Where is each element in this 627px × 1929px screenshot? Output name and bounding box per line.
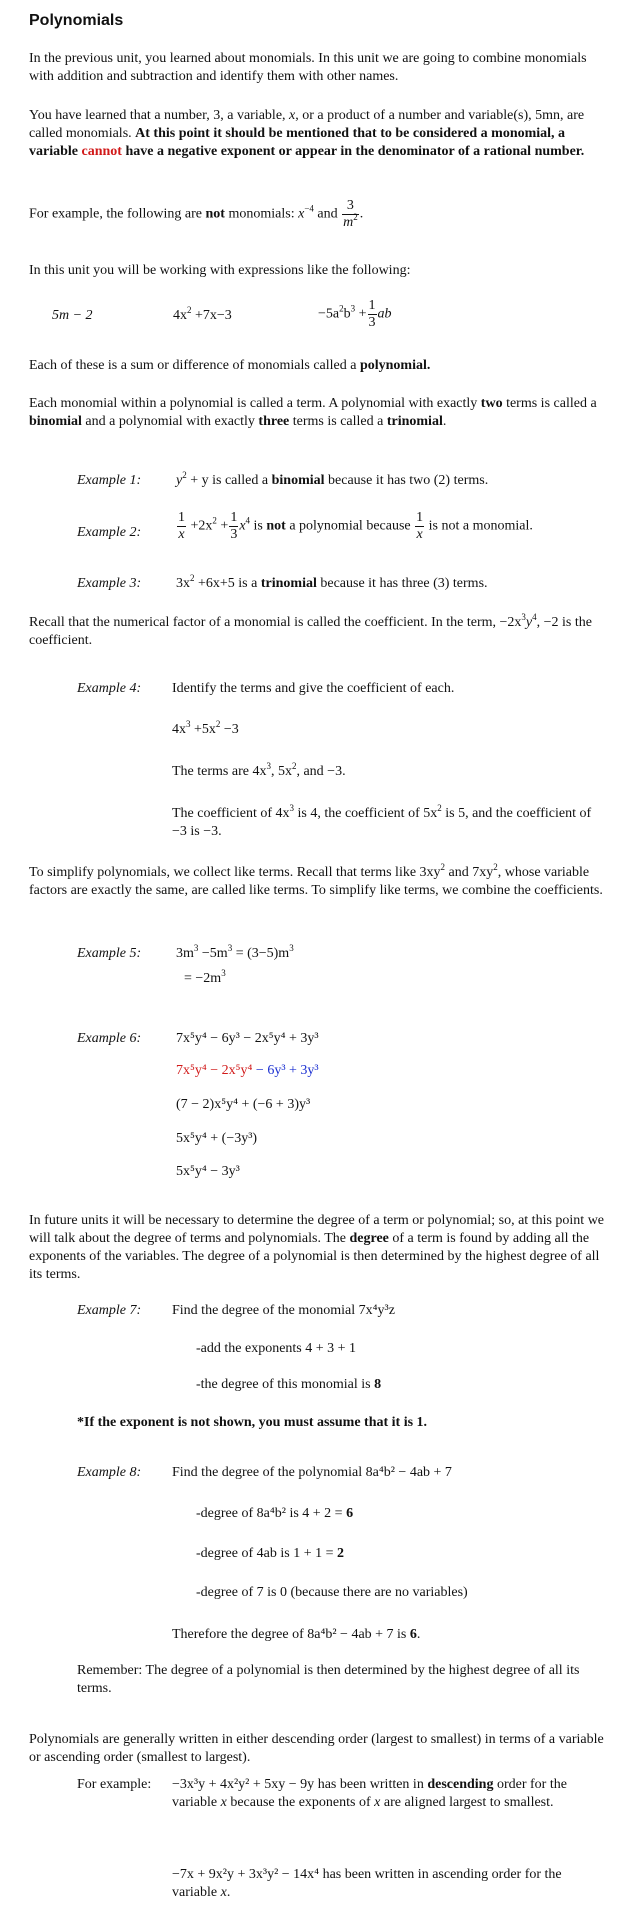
for-example-1: [172, 1776, 602, 1812]
p3-frac-den: m: [343, 215, 354, 230]
ex8-l5-e: .: [416, 1627, 421, 1642]
p3-text-b: monomials:: [224, 206, 299, 222]
ex2-frac1-den: x: [178, 527, 185, 542]
example-6-label: Example 6:: [77, 1031, 142, 1046]
p2-cannot: cannot: [81, 144, 122, 159]
p2-bold-a: At this point it should be mentioned that to be considered a monomial, a variable: [29, 126, 566, 159]
p6-trinomial: trinomial: [386, 414, 443, 429]
like-b: 3xy: [419, 865, 441, 880]
like-terms-paragraph: To simplify polynomials, we collect like terms. Recall that terms like $3xy^2$ and $7xy^2$, whose variable factors are exactly the same, are called like terms. To simplify like terms, we combine the coefficients.: [29, 862, 603, 898]
p3-frac-num: 3: [342, 198, 359, 215]
ex1-y: y: [176, 473, 183, 488]
ex2-frac1-num: 1: [178, 510, 185, 525]
ex4-l3-d: , and −3.: [296, 764, 346, 779]
for-example-label: For example:: [77, 1777, 152, 1792]
ex1-plus-y: + y: [186, 473, 209, 488]
fe2-a: has been written in ascending order for the variable: [172, 1867, 562, 1900]
ex8-l5-b: 8a⁴b² − 4ab + 7: [307, 1627, 394, 1642]
ex5-l1-c: = (3−5)m: [232, 946, 290, 961]
example-8-line-4: -degree of 7 is 0 (because there are no variables): [196, 1585, 468, 1600]
ex4-l4-d: 5x: [423, 806, 438, 821]
ex8-l1-a: Find the degree of the polynomial: [172, 1465, 366, 1480]
p6-a: Each monomial within a polynomial is called a term. A polynomial with exactly: [29, 396, 481, 411]
ex7-l3-a: -the degree of this monomial is: [196, 1377, 375, 1392]
p6-two: two: [480, 396, 503, 411]
ex1-text-a: is called a: [208, 473, 272, 488]
ex3-trinomial: trinomial: [260, 576, 317, 591]
example-3-label: Example 3:: [77, 576, 142, 591]
example-5-label: Example 5:: [77, 946, 142, 961]
p3-exp: −4: [304, 203, 314, 214]
p3-frac-den-exp: 2: [353, 212, 358, 222]
like-a: To simplify polynomials, we collect like terms. Recall that terms like: [29, 865, 420, 880]
p6-b: terms is called a: [502, 396, 597, 411]
expr1-text: 5m − 2: [52, 308, 93, 323]
ex3-math: 3x: [176, 576, 190, 591]
example-2-label: Example 2:: [77, 525, 142, 540]
p5-a: Each of these is a sum or difference of monomials called a: [29, 358, 360, 373]
expr2-b: +7x−3: [191, 308, 232, 323]
degree-paragraph: [29, 1212, 614, 1284]
example-5-line-2: = $-2m^3$: [184, 968, 226, 986]
example-4-line-2: $4x^3 +5x^2 -3$: [172, 719, 239, 737]
example-1-content: $y^2 + y$ is called a binomial because it has two (2) terms.: [176, 470, 489, 488]
ex8-l5-c: is: [393, 1627, 410, 1642]
ex4-l4-a: The coefficient of: [172, 806, 276, 821]
ex2-text-b: a polynomial because: [285, 518, 415, 534]
ex3-text-b: because it has three (3) terms.: [316, 576, 488, 591]
ex1-binomial: binomial: [271, 473, 325, 488]
like-c: and: [445, 865, 473, 880]
fe2-b: .: [226, 1885, 231, 1900]
intro-paragraph-6: [29, 395, 614, 431]
p3-text-a: For example, the following are: [29, 206, 206, 222]
example-6-line-1: 7x⁵y⁴ − 6y³ − 2x⁵y⁴ + 3y³: [176, 1031, 319, 1046]
deg-bold: degree: [349, 1231, 389, 1246]
page-title: Polynomials: [29, 12, 124, 29]
example-4-line-3: The terms are $4x^3$, $5x^2$, and −3.: [172, 761, 346, 779]
fe1-descending: descending: [427, 1777, 494, 1792]
fe1-math: −3x³y + 4x²y² + 5xy − 9y: [172, 1777, 315, 1792]
p2-var-x: x: [289, 108, 296, 123]
ex4-l3-b: 4x: [252, 764, 267, 779]
ex4-l4-b: 4x: [275, 806, 290, 821]
p2-text-b: , or a product of a number and variable(s), 5mn, are called monomials.: [29, 108, 585, 141]
exponent-note: [77, 1414, 427, 1432]
ex8-l3-c: is 1 + 1 =: [276, 1546, 337, 1561]
ex5-l1-a: 3m: [176, 946, 194, 961]
fe1-d: are aligned largest to smallest.: [380, 1795, 554, 1810]
p6-three: three: [258, 414, 290, 429]
ex4-l4-e: is 5, and the coefficient of −3 is −3.: [172, 806, 592, 839]
ex8-l5-d: 6: [409, 1627, 417, 1642]
example-2-content: $\frac{1}{x} +2x^2$ + $\frac{1}{3}$ $x^4$ is not a polynomial because $\frac{1}{x}$ is not a monomial.: [178, 510, 533, 542]
ex5-l2-a: = −2m: [184, 971, 222, 986]
ex2-text-a: is: [250, 518, 267, 534]
intro-paragraph-1: In the previous unit, you learned about monomials. In this unit we are going to combine monomials with addition and subtraction and identify them with other names.: [29, 51, 587, 84]
example-4-line-4: The coefficient of $4x^3$ is 4, the coefficient of $5x^2$ is 5, and the coefficient of −3 is −3.: [172, 803, 592, 839]
for-example-2: [172, 1866, 602, 1902]
example-6-line-4: 5x⁵y⁴ + (−3y³): [176, 1131, 258, 1146]
coef-b: −2x: [499, 615, 522, 630]
ex1-text-b: because it has two (2) terms.: [324, 473, 489, 488]
ex6-red-terms: 7x⁵y⁴ − 2x⁵y⁴: [176, 1063, 253, 1078]
ex3-math-b: +6x+5: [194, 576, 235, 591]
deg-a: In future units it will be necessary to determine the degree of a term or polynomial; so, at this point we will talk about the degree of terms and polynomials. The: [29, 1213, 605, 1246]
ex4-l2-b: +5x: [190, 722, 216, 737]
expr2-a: 4x: [173, 308, 187, 323]
example-6-line-3: (7 − 2)x⁵y⁴ + (−6 + 3)y³: [176, 1097, 311, 1112]
p6-c: and a polynomial with exactly: [81, 414, 259, 429]
ex8-l3-a: -degree of: [196, 1546, 257, 1561]
expr3-fraction: $\frac{1}{3}$: [368, 298, 376, 330]
like-e: , whose variable factors are exactly the same, are called like terms. To simplify like terms, we combine the coefficients.: [29, 865, 603, 898]
example-4-line-1: Identify the terms and give the coefficient of each.: [172, 681, 455, 696]
ex2-text-c: is not a monomial.: [425, 518, 533, 534]
expr3-c: +: [355, 306, 367, 322]
example-7-line-1: [172, 1302, 395, 1320]
order-paragraph: Polynomials are generally written in either descending order (largest to smallest) in terms of a variable or ascending order (smallest to largest).: [29, 1732, 604, 1765]
intro-paragraph-3: [29, 198, 614, 231]
fe1-b: order for the variable: [172, 1777, 567, 1810]
example-4-label: Example 4:: [77, 681, 142, 696]
p3-period: .: [359, 206, 364, 222]
example-7-line-2: -add the exponents 4 + 3 + 1: [196, 1341, 357, 1356]
ex6-blue-terms: − 6y³ + 3y³: [252, 1063, 319, 1078]
expression-1: [52, 307, 93, 325]
ex2-frac2-den: 3: [230, 527, 238, 542]
example-5-line-1: $3m^3 -5m^3 = (3-5)m^3$: [176, 943, 294, 961]
ex8-l2-a: -degree of: [196, 1506, 257, 1521]
ex8-l5-a: Therefore the degree of: [172, 1627, 308, 1642]
p3-and: and: [313, 206, 342, 222]
coef-d: , −2 is the coefficient.: [29, 615, 592, 648]
fe2-math: −7x + 9x²y + 3x³y² − 14x⁴: [172, 1867, 320, 1882]
example-6-line-2: [176, 1062, 319, 1080]
ex8-l2-d: 6: [346, 1506, 354, 1521]
fe1-a: has been written in: [314, 1777, 428, 1792]
ex8-l2-c: is 4 + 2 =: [285, 1506, 347, 1521]
ex2-frac2-num: 1: [230, 510, 238, 525]
example-8-line-1: [172, 1464, 452, 1482]
p6-binomial: binomial: [29, 414, 82, 429]
example-6-line-5: 5x⁵y⁴ − 3y³: [176, 1164, 240, 1179]
expression-2: $4x^2 +7x-3$: [173, 305, 232, 323]
coefficient-paragraph: Recall that the numerical factor of a monomial is called the coefficient. In the term, $-2x^3y^4$, −2 is the coefficient.: [29, 612, 592, 648]
ex8-l2-b: 8a⁴b²: [256, 1506, 286, 1521]
p3-x: x: [298, 206, 305, 222]
p3-fraction: [342, 198, 359, 231]
intro-paragraph-2: [29, 107, 614, 161]
ex4-l2-c: −3: [220, 722, 239, 737]
example-8-label: Example 8:: [77, 1465, 142, 1480]
ex8-l1-b: 8a⁴b² − 4ab + 7: [365, 1465, 452, 1480]
p6-e: .: [442, 414, 447, 429]
p2-text-a: You have learned that a number, 3, a variable,: [29, 108, 290, 123]
note-text: *If the exponent is not shown, you must assume that it is 1.: [77, 1415, 428, 1430]
deg-b: of a term is found by adding all the exponents of the variables. The degree of a polynomial is then determined by the highest degree of all its terms.: [29, 1231, 600, 1282]
ex2-mid: +2x: [187, 518, 213, 534]
ex4-l3-c: , 5x: [270, 764, 292, 779]
ex2-not: not: [266, 518, 286, 534]
intro-paragraph-5: [29, 357, 614, 375]
example-8-line-2: [196, 1505, 353, 1523]
p2-bold-b: have a negative exponent or appear in the denominator of a rational number.: [121, 144, 585, 159]
coef-c: y: [525, 615, 533, 630]
fe1-c: because the exponents of: [226, 1795, 375, 1810]
example-7-line-3: [196, 1376, 381, 1394]
ex2-plus: +: [216, 518, 229, 534]
fe1-x: x: [220, 1795, 227, 1810]
example-3-content: $3x^2 +6x+5$ is a trinomial because it has three (3) terms.: [176, 573, 488, 591]
intro-paragraph-4: In this unit you will be working with expressions like the following:: [29, 263, 411, 278]
ex8-l3-b: 4ab: [256, 1546, 277, 1561]
expr3-a: −5a: [318, 306, 340, 322]
expression-3: $-5a^2b^3$ + $\frac{1}{3}$ ab: [318, 298, 392, 330]
expr3-b: b: [343, 306, 351, 322]
ex4-l3-a: The terms are: [172, 764, 253, 779]
ex7-l3-b: 8: [374, 1377, 382, 1392]
like-d: 7xy: [472, 865, 494, 880]
p5-b: polynomial.: [359, 358, 431, 373]
ex5-l1-b: −5m: [198, 946, 228, 961]
remember-note: Remember: The degree of a polynomial is then determined by the highest degree of all its terms.: [77, 1663, 580, 1696]
ex8-l3-d: 2: [337, 1546, 344, 1561]
ex2-x4: x: [239, 518, 246, 534]
example-8-line-5: [172, 1626, 420, 1644]
ex4-l4-c: is 4, the coefficient of: [294, 806, 424, 821]
example-7-label: Example 7:: [77, 1303, 142, 1318]
p3-not: not: [205, 206, 225, 222]
p6-d: terms is called a: [289, 414, 387, 429]
coef-a: Recall that the numerical factor of a monomial is called the coefficient. In the term,: [29, 615, 500, 630]
ex4-l2-a: 4x: [172, 722, 186, 737]
expr3-d: ab: [377, 306, 392, 322]
fe1-x2: x: [374, 1795, 381, 1810]
example-8-line-3: [196, 1545, 344, 1563]
ex3-text-a: is a: [234, 576, 261, 591]
example-1-label: Example 1:: [77, 473, 142, 488]
fe2-x: x: [220, 1885, 227, 1900]
ex7-l1-b: 7x⁴y³z: [358, 1303, 395, 1318]
ex7-l1-a: Find the degree of the monomial: [172, 1303, 359, 1318]
